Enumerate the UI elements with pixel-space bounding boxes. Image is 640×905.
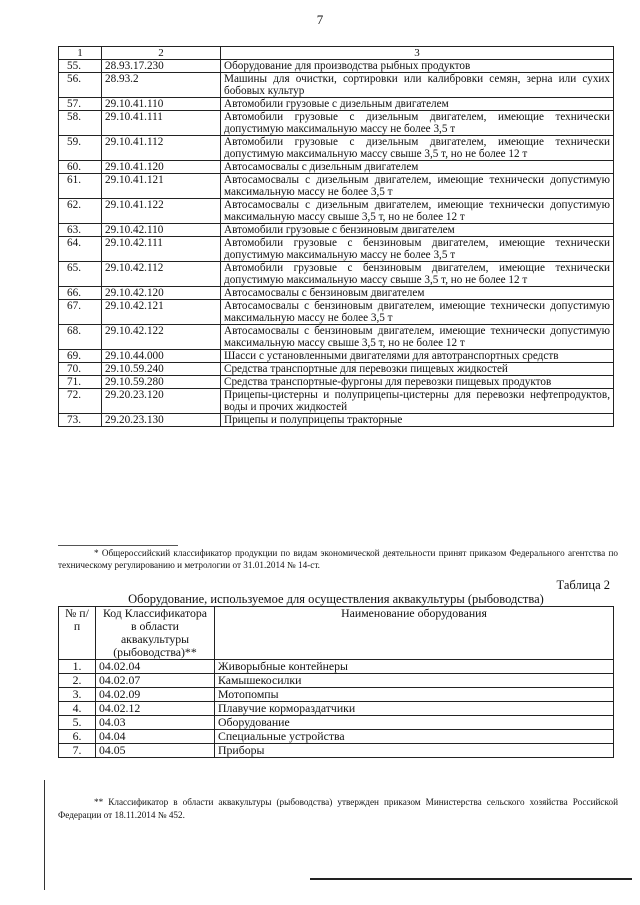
table-row	[59, 287, 614, 300]
row-name: Шасси с установленными двигателями для автотранспортных средств	[221, 350, 614, 363]
column-header: 2	[102, 47, 221, 60]
row-code: 29.10.42.110	[102, 224, 221, 237]
table-row	[59, 199, 614, 224]
row-name: Прицепы и полуприцепы тракторные	[221, 414, 614, 427]
row-number: 70.	[59, 363, 102, 376]
table-row	[59, 174, 614, 199]
table-row	[59, 224, 614, 237]
row-number: 63.	[59, 224, 102, 237]
row-code: 28.93.2	[102, 73, 221, 98]
table-2-label: Таблица 2	[556, 578, 610, 592]
row-code: 29.10.41.110	[102, 98, 221, 111]
row-name: Прицепы-цистерны и полуприцепы-цистерны для перевозки нефтепродуктов, воды и прочих жидкостей	[221, 389, 614, 414]
row-code: 04.02.07	[96, 674, 215, 688]
row-name: Плавучие кормораздатчики	[215, 702, 614, 716]
table-row	[59, 688, 614, 702]
row-code: 29.10.41.122	[102, 199, 221, 224]
table-row	[59, 111, 614, 136]
table-row	[59, 414, 614, 427]
row-number: 55.	[59, 60, 102, 73]
row-number: 57.	[59, 98, 102, 111]
row-code: 29.10.41.112	[102, 136, 221, 161]
row-code: 28.93.17.230	[102, 60, 221, 73]
aquaculture-equipment-table	[58, 606, 614, 758]
column-header-name: Наименование оборудования	[215, 607, 614, 660]
row-number: 5.	[59, 716, 96, 730]
row-number: 1.	[59, 660, 96, 674]
row-number: 56.	[59, 73, 102, 98]
row-name: Автосамосвалы с бензиновым двигателем, имеющие технически допустимую максимальную массу не более 3,5 т	[221, 300, 614, 325]
row-name: Автомобили грузовые с дизельным двигателем, имеющие технически допустимую максимальную массу не более 3,5 т	[221, 111, 614, 136]
row-number: 73.	[59, 414, 102, 427]
row-number: 4.	[59, 702, 96, 716]
row-code: 04.02.04	[96, 660, 215, 674]
table-row	[59, 325, 614, 350]
column-header: 3	[221, 47, 614, 60]
footnote-okpd: * Общероссийский классификатор продукции по видам экономической деятельности принят приказом Федерального агентства по техническому регулированию и метрологии от 31.01.2014 № 14-ст.	[58, 548, 618, 570]
row-number: 66.	[59, 287, 102, 300]
table-row	[59, 60, 614, 73]
row-name: Камышекосилки	[215, 674, 614, 688]
row-name: Автомобили грузовые с дизельным двигателем, имеющие технически допустимую максимальную массу свыше 3,5 т, но не более 12 т	[221, 136, 614, 161]
page-number: 7	[316, 12, 324, 27]
scan-bottom-line	[310, 878, 632, 880]
row-code: 29.10.59.240	[102, 363, 221, 376]
row-name: Живорыбные контейнеры	[215, 660, 614, 674]
table-row	[59, 744, 614, 758]
table-row	[59, 660, 614, 674]
row-number: 72.	[59, 389, 102, 414]
row-name: Оборудование	[215, 716, 614, 730]
table-row	[59, 237, 614, 262]
table-2-title: Оборудование, используемое для осуществления аквакультуры (рыбоводства)	[128, 592, 544, 606]
row-number: 58.	[59, 111, 102, 136]
row-code: 29.10.42.112	[102, 262, 221, 287]
column-header-code: Код Классификатора в области аквакультуры (рыбоводства)**	[96, 607, 215, 660]
table-row	[59, 716, 614, 730]
row-name: Специальные устройства	[215, 730, 614, 744]
row-name: Автосамосвалы с бензиновым двигателем, имеющие технически допустимую максимальную массу свыше 3,5 т, но не более 12 т	[221, 325, 614, 350]
row-name: Машины для очистки, сортировки или калибровки семян, зерна или сухих бобовых культур	[221, 73, 614, 98]
row-code: 04.02.12	[96, 702, 215, 716]
row-number: 68.	[59, 325, 102, 350]
row-name: Средства транспортные для перевозки пищевых жидкостей	[221, 363, 614, 376]
row-number: 67.	[59, 300, 102, 325]
row-code: 29.10.59.280	[102, 376, 221, 389]
footnote-aquaculture: ** Классификатор в области аквакультуры (рыбоводства) утвержден приказом Министерства сельского хозяйства Российской Федерации от 18.11.2014 № 452.	[58, 797, 618, 820]
table-row	[59, 262, 614, 287]
table-row	[59, 73, 614, 98]
row-name: Автомобили грузовые с бензиновым двигателем, имеющие технически допустимую максимальную массу не более 3,5 т	[221, 237, 614, 262]
row-number: 7.	[59, 744, 96, 758]
row-number: 59.	[59, 136, 102, 161]
row-number: 71.	[59, 376, 102, 389]
row-code: 29.10.42.120	[102, 287, 221, 300]
row-code: 04.02.09	[96, 688, 215, 702]
row-code: 29.10.42.111	[102, 237, 221, 262]
row-name: Оборудование для производства рыбных продуктов	[221, 60, 614, 73]
row-code: 29.10.41.111	[102, 111, 221, 136]
row-number: 69.	[59, 350, 102, 363]
row-number: 65.	[59, 262, 102, 287]
table-row	[59, 98, 614, 111]
row-name: Приборы	[215, 744, 614, 758]
row-code: 29.20.23.120	[102, 389, 221, 414]
equipment-table-1	[58, 46, 614, 427]
table-header-row	[59, 607, 614, 660]
table-row	[59, 300, 614, 325]
row-name: Автомобили грузовые с бензиновым двигателем	[221, 224, 614, 237]
row-code: 29.10.42.122	[102, 325, 221, 350]
row-name: Автосамосвалы с дизельным двигателем, имеющие технически допустимую максимальную массу не более 3,5 т	[221, 174, 614, 199]
table-row	[59, 350, 614, 363]
table-row	[59, 389, 614, 414]
table-row	[59, 674, 614, 688]
row-name: Автомобили грузовые с дизельным двигателем	[221, 98, 614, 111]
row-name: Мотопомпы	[215, 688, 614, 702]
table-row	[59, 730, 614, 744]
row-code: 29.10.41.121	[102, 174, 221, 199]
table-row	[59, 363, 614, 376]
column-header-number: № п/п	[59, 607, 96, 660]
row-number: 6.	[59, 730, 96, 744]
row-name: Автосамосвалы с дизельным двигателем, имеющие технически допустимую максимальную массу свыше 3,5 т, но не более 12 т	[221, 199, 614, 224]
row-code: 29.20.23.130	[102, 414, 221, 427]
row-name: Средства транспортные-фургоны для перевозки пищевых продуктов	[221, 376, 614, 389]
row-number: 62.	[59, 199, 102, 224]
row-code: 29.10.42.121	[102, 300, 221, 325]
row-number: 61.	[59, 174, 102, 199]
row-code: 29.10.44.000	[102, 350, 221, 363]
row-code: 04.03	[96, 716, 215, 730]
row-name: Автосамосвалы с бензиновым двигателем	[221, 287, 614, 300]
row-code: 04.05	[96, 744, 215, 758]
row-code: 29.10.41.120	[102, 161, 221, 174]
scan-margin-line	[44, 780, 45, 890]
row-number: 64.	[59, 237, 102, 262]
column-header: 1	[59, 47, 102, 60]
row-number: 2.	[59, 674, 96, 688]
table-header-row	[59, 47, 614, 60]
row-number: 60.	[59, 161, 102, 174]
row-number: 3.	[59, 688, 96, 702]
table-row	[59, 702, 614, 716]
row-name: Автосамосвалы с дизельным двигателем	[221, 161, 614, 174]
table-row	[59, 376, 614, 389]
table-row	[59, 136, 614, 161]
table-row	[59, 161, 614, 174]
row-code: 04.04	[96, 730, 215, 744]
row-name: Автомобили грузовые с бензиновым двигателем, имеющие технически допустимую максимальную массу свыше 3,5 т, но не более 12 т	[221, 262, 614, 287]
footnote-divider	[58, 545, 178, 546]
